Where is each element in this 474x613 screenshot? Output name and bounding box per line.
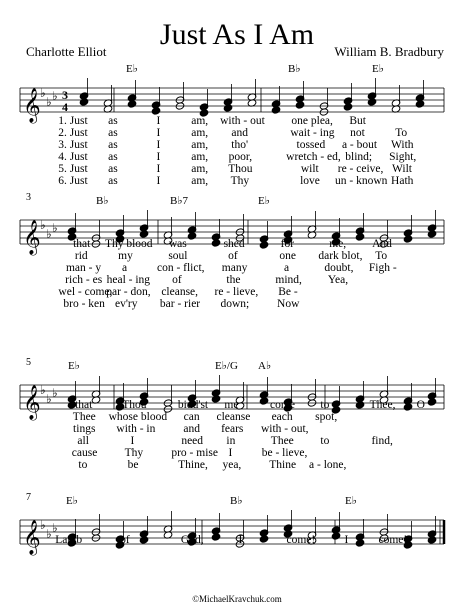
lyric-word: doubt, [324,262,354,274]
lyric-word: Thy blood [104,238,153,250]
lyric-word: bro - ken [63,298,105,310]
lyric-line [0,175,474,187]
lyric-word: fears [221,423,244,435]
note-head [415,100,425,108]
lyric-word: bar - rier [159,298,201,310]
lyric-word: am, [191,139,209,151]
lyric-word: Thee [72,411,96,423]
lyric-line [0,127,474,139]
measure-number: 3 [26,192,31,203]
lyric-word: cleanse [216,411,251,423]
lyric-word: rid [74,250,88,262]
note-head [127,100,137,108]
lyric-word: with - out [220,115,265,127]
lyric-word: whose blood [108,411,168,423]
lyric-word: am, [191,115,209,127]
lyric-word: be - lieve, [261,447,308,459]
svg-text:3: 3 [62,88,68,102]
lyric-word: 6. Just [58,175,88,187]
note-head [139,230,149,238]
chord-symbol: E♭ [258,195,270,207]
note-head [427,230,437,238]
note-head [343,103,353,111]
lyric-word: I [156,139,161,151]
lyric-word: many [221,262,248,274]
lyric-word: I [156,163,161,175]
lyric-word: am, [191,175,209,187]
flat-sign-icon: ♭ [52,521,58,535]
lyric-word: as [108,163,118,175]
lyric-word: Thine, [178,459,208,471]
lyric-word: can [183,411,200,423]
flat-sign-icon: ♭ [52,89,58,103]
flat-sign-icon: ♭ [52,386,58,400]
note-head [223,104,233,112]
lyric-word: con - flict, [156,262,205,274]
lyric-word: re - lieve, [214,286,259,298]
lyric-word: one plea, [291,115,333,127]
lyric-word: each [271,411,293,423]
lyric-word: cause [71,447,98,459]
flat-sign-icon: ♭ [40,218,46,232]
chord-symbol: A♭ [258,360,272,372]
lyric-word: tho' [231,139,249,151]
lyric-word: to [320,399,330,411]
treble-clef-icon: 𝄞 [23,385,41,420]
flat-sign-icon: ♭ [46,95,52,109]
lyric-word: I [238,534,243,546]
lyric-word: that [73,238,91,250]
flat-sign-icon: ♭ [46,392,52,406]
flat-sign-icon: ♭ [40,86,46,100]
lyric-word: for [280,238,295,250]
lyric-word: With [390,139,414,151]
lyric-word: tings [73,423,96,435]
chord-symbol: B♭7 [170,195,189,207]
lyric-word: Thou [122,399,147,411]
flat-sign-icon: ♭ [40,518,46,532]
lyric-word: Thine [269,459,297,471]
lyric-word: wel - come, [58,286,113,298]
chord-symbol: E♭ [345,495,357,507]
lyric-word: soul [168,250,188,262]
lyric-word: Thy [230,175,250,187]
lyric-word: I [156,151,161,163]
lyric-line [0,163,474,175]
lyric-word: O [416,399,425,411]
measure-number: 5 [26,357,31,368]
lyric-line [0,274,474,286]
composer-credit: William B. Bradbury [334,44,444,59]
lyric-word: and [183,423,200,435]
lyric-line [0,262,474,274]
chord-symbol: B♭ [230,495,243,507]
note-head [151,107,161,115]
lyric-word: bidd'st [177,399,209,411]
lyric-word: come! [286,534,316,546]
lyric-word: to [320,435,330,447]
lyric-word: as [108,127,118,139]
lyric-word: down; [220,298,250,310]
lyric-line [0,115,474,127]
lyric-word: I [344,534,349,546]
lyric-word: I [228,447,233,459]
chord-symbol: E♭/G [215,360,238,372]
lyric-word: cleanse, [161,286,199,298]
lyric-line [0,435,474,447]
lyric-word: with - out, [260,423,309,435]
lyric-word: blind; [345,151,373,163]
lyric-word: Thou [228,163,253,175]
lyric-word: wretch - ed, [286,151,341,163]
note-head [271,106,281,114]
flat-sign-icon: ♭ [40,383,46,397]
lyric-word: of [228,250,238,262]
lyric-word: Lamb [55,534,83,546]
lyric-word: rich - es [65,274,103,286]
lyric-word: ev'ry [114,298,138,310]
lyric-word: tossed [296,139,326,151]
lyric-word: and [231,127,248,139]
lyric-word: to [78,459,88,471]
lyric-word: Be - [278,286,298,298]
lyric-word: a [283,262,290,274]
chord-symbol: E♭ [66,495,78,507]
lyric-word: Thee [270,435,294,447]
chord-symbol: E♭ [68,360,80,372]
lyric-line [0,447,474,459]
measure-number: 7 [26,492,31,503]
lyric-word: 1. Just [58,115,88,127]
lyric-word: yea, [222,459,242,471]
lyric-word: To [375,250,388,262]
lyric-word: God, [180,534,204,546]
lyric-word: 3. Just [58,139,88,151]
lyric-word: come! [378,534,408,546]
lyric-word: man - y [65,262,102,274]
lyric-word: Thee, [369,399,396,411]
chord-symbol: B♭ [96,195,109,207]
treble-clef-icon: 𝄞 [23,88,41,123]
lyric-word: all [77,435,89,447]
lyric-word: was [168,238,187,250]
lyric-word: poor, [228,151,253,163]
lyric-word: come [270,399,295,411]
lyric-word: am, [191,127,209,139]
note-head [295,101,305,109]
lyric-word: as [108,115,118,127]
copyright-footer: ©MichaelKravchuk.com [192,594,282,604]
lyric-word: Now [277,298,300,310]
lyric-line [0,250,474,262]
lyric-word: in [226,435,236,447]
lyric-word: not [350,127,365,139]
lyric-word: be [127,459,139,471]
lyric-line [0,534,474,546]
lyric-word: a - lone, [309,459,347,471]
lyric-word: un - known [335,175,388,187]
lyric-word: shed [223,238,245,250]
song-title: Just As I Am [159,18,315,51]
lyric-word: with - in [116,423,156,435]
lyric-word: me [224,399,239,411]
svg-text:4: 4 [62,100,68,114]
lyric-word: wilt [300,163,319,175]
lyric-line [0,238,474,250]
lyric-word: pro - mise [171,447,218,459]
lyric-word: of [172,274,182,286]
lyric-word: I [156,127,161,139]
lyric-word: am, [191,163,209,175]
flat-sign-icon: ♭ [46,527,52,541]
chord-symbol: E♭ [126,63,138,75]
lyric-word: But [349,115,366,127]
lyric-line [0,139,474,151]
lyric-word: love [300,175,320,187]
lyric-word: am, [191,151,209,163]
lyric-word: Hath [391,175,414,187]
lyric-word: as [108,139,118,151]
note-head [367,98,377,106]
flat-sign-icon: ♭ [52,221,58,235]
lyric-line [0,459,474,471]
lyric-word: dark blot, [318,250,363,262]
lyric-word: Sight, [389,151,417,163]
lyric-word: I [156,175,161,187]
lyricist-credit: Charlotte Elliot [26,44,107,59]
lyric-word: a [121,262,128,274]
lyric-word: heal - ing [106,274,151,286]
lyric-word: Thy [124,447,144,459]
lyric-word: one [279,250,296,262]
lyric-word: that [75,399,93,411]
lyric-word: as [108,175,118,187]
lyric-word: of [120,534,130,546]
lyric-word: wait - ing [290,127,335,139]
lyric-word: spot, [315,411,338,423]
lyric-line [0,423,474,435]
lyric-word: 4. Just [58,151,88,163]
lyric-word: I [130,435,135,447]
lyric-word: as [108,151,118,163]
lyric-line [0,399,474,411]
lyric-word: mind, [275,274,302,286]
lyric-word: par - don, [106,286,151,298]
lyric-word: To [395,127,408,139]
lyric-word: And [372,238,392,250]
treble-clef-icon: 𝄞 [23,220,41,255]
lyric-word: Wilt [392,163,412,175]
lyric-line [0,411,474,423]
lyric-word: Yea, [327,274,349,286]
lyric-word: 2. Just [58,127,88,139]
lyric-word: Figh - [368,262,397,274]
flat-sign-icon: ♭ [46,227,52,241]
lyric-word: re - ceive, [337,163,384,175]
lyric-word: a - bout [341,139,378,151]
treble-clef-icon: 𝄞 [23,520,41,555]
lyric-word: find, [371,435,393,447]
chord-symbol: E♭ [372,63,384,75]
lyric-line [0,298,474,310]
lyric-line [0,286,474,298]
note-head [79,98,89,106]
lyric-word: need [181,435,204,447]
lyric-word: I [156,115,161,127]
lyric-word: the [226,274,241,286]
lyric-word: 5. Just [58,163,88,175]
chord-symbol: B♭ [288,63,301,75]
lyric-word: my [118,250,133,262]
lyric-line [0,151,474,163]
lyric-word: me, [329,238,347,250]
